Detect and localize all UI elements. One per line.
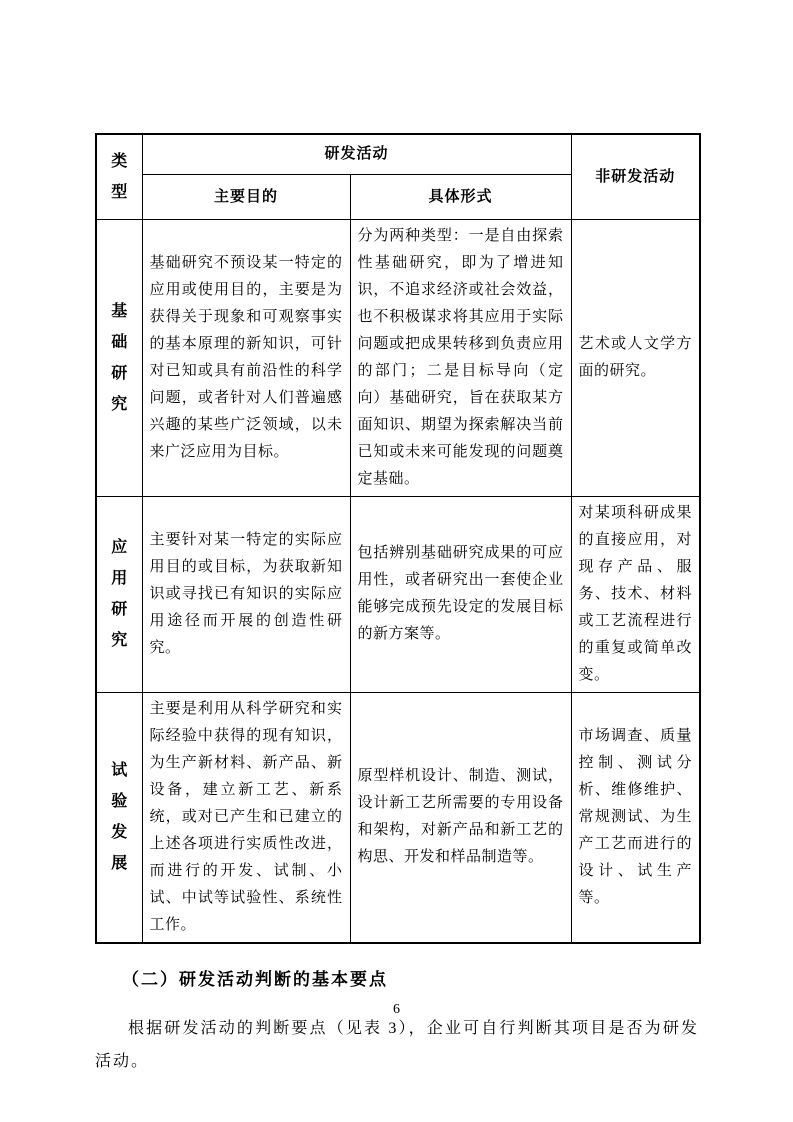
table-header-row-1: [96, 134, 700, 174]
cell-non-rd-basic-research: 艺术或人文学方面的研究。: [571, 219, 700, 496]
cell-form-basic-research: 分为两种类型：一是自由探索性基础研究，即为了增进知识，不追求经济或社会效益，也不积极谋求将其应用于实际问题或把成果转移到负责应用的部门；二是目标导向（定向）基础研究，旨在获取某方面知识、期望为探索解决当前已知或未来可能发现的问题奠定基础。: [350, 219, 571, 496]
cell-purpose-experimental-development: 主要是利用从科学研究和实际经验中获得的现有知识，为生产新材料、新产品、新设备，建立新工艺、新系统，或对已产生和已建立的上述各项进行实质性改进，而进行的开发、试制、小试、中试等试验性、系统性工作。: [142, 692, 350, 943]
header-rd-activity: 研发活动: [142, 134, 571, 174]
row-label-applied-research: 应用研究: [111, 539, 128, 649]
body-paragraph: 根据研发活动的判断要点（见表 3），企业可自行判断其项目是否为研发活动。: [95, 1019, 699, 1070]
row-label-experimental-development: 试验发展: [111, 762, 128, 872]
header-non-rd-activity: 非研发活动: [571, 134, 700, 219]
table-row-applied-research: [96, 496, 700, 692]
table-row-basic-research: [96, 219, 700, 496]
cell-type-basic-research: [96, 219, 142, 496]
document-content: [95, 0, 699, 1078]
cell-form-applied-research: 包括辨别基础研究成果的可应用性，或者研究出一套使企业能够完成预先设定的发展目标的新方案等。: [350, 496, 571, 692]
header-main-purpose: 主要目的: [142, 174, 350, 219]
header-specific-form: 具体形式: [350, 174, 571, 219]
rd-activity-table: [95, 133, 701, 944]
row-label-basic-research: 基础研究: [111, 302, 128, 413]
cell-form-experimental-development: 原型样机设计、制造、测试，设计新工艺所需要的专用设备和架构，对新产品和新工艺的构思、开发和样品制造等。: [350, 692, 571, 943]
table-row-experimental-development: [96, 692, 700, 943]
cell-type-applied-research: [96, 496, 142, 692]
cell-non-rd-applied-research: 对某项科研成果的直接应用，对现存产品、服务、技术、材料或工艺流程进行的重复或简单改变。: [571, 496, 700, 692]
cell-purpose-applied-research: 主要针对某一特定的实际应用目的或目标，为获取新知识或寻找已有知识的实际应用途径而开展的创造性研究。: [142, 496, 350, 692]
cell-type-experimental-development: [96, 692, 142, 943]
cell-purpose-basic-research: 基础研究不预设某一特定的应用或使用目的，主要是为获得关于现象和可观察事实的基本原理的新知识，可针对已知或具有前沿性的科学问题，或者针对人们普遍感兴趣的某些广泛领域，以未来广泛应用为目标。: [142, 219, 350, 496]
header-type-label: 类型: [111, 152, 128, 201]
cell-non-rd-experimental-development: 市场调查、质量控制、测试分析、维修维护、常规测试、为生产工艺而进行的设计、试生产等。: [571, 692, 700, 943]
section-heading: （二）研发活动判断的基本要点: [122, 969, 388, 989]
page-number: 6: [393, 1002, 400, 1017]
header-type: [96, 134, 142, 219]
